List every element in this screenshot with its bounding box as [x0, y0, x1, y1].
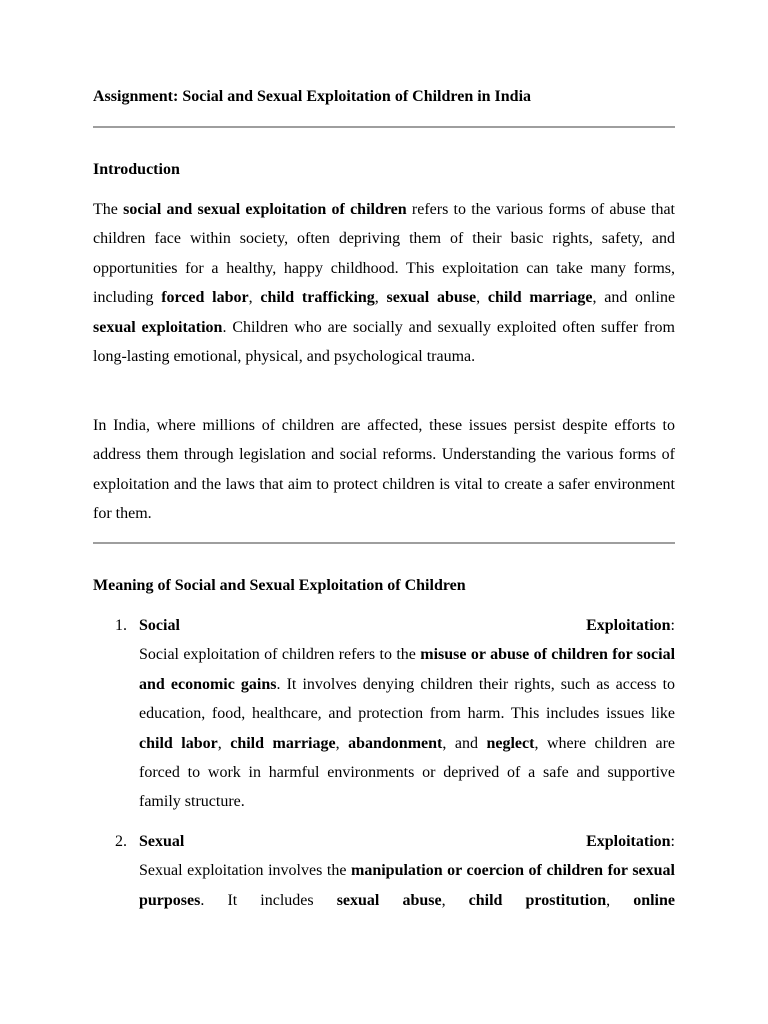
list-number: 2.: [115, 833, 127, 850]
horizontal-divider: [93, 542, 675, 544]
list-item-body: [139, 827, 675, 915]
horizontal-divider: [93, 126, 675, 128]
list-number: 1.: [115, 617, 127, 634]
intro-paragraph-2: In India, where millions of children are affected, these issues persist despite efforts to address them through legislation and social reforms. Understanding the various forms of exploitation and the laws that aim to protect children is vital to create a safer environment for them.: [93, 417, 675, 523]
list-item-heading: Social Exploitation:: [139, 617, 675, 634]
list-item-text: Sexual exploitation involves the manipulation or coercion of children for sexual purposes. It includes sexual abuse, child prostitution, online: [139, 862, 675, 909]
list-item-text: Social exploitation of children refers to the misuse or abuse of children for social and economic gains. It involves denying children their rights, such as access to education, food, healthcare, and protection from harm. This includes issues like child labor, child marriage, abandonment, and neglect, where children are forced to work in harmful environments or deprived of a safe and supportive family structure.: [139, 646, 676, 811]
intro-paragraph-1: The social and sexual exploitation of children refers to the various forms of abuse that children face within society, often depriving them of their basic rights, safety, and opportunities for a healthy, happy childhood. This exploitation can take many forms, including forced labor, child trafficking, sexual abuse, child marriage, and online sexual exploitation. Children who are socially and sexually exploited often suffer from long-lasting emotional, physical, and psychological trauma.: [93, 201, 676, 366]
document-title: Assignment: Social and Sexual Exploitation of Children in India: [93, 88, 532, 105]
intro-heading: Introduction: [93, 161, 180, 178]
list-item-heading: Sexual Exploitation:: [139, 833, 675, 850]
list-item-body: [139, 611, 675, 817]
meaning-heading: Meaning of Social and Sexual Exploitation of Children: [93, 577, 466, 594]
